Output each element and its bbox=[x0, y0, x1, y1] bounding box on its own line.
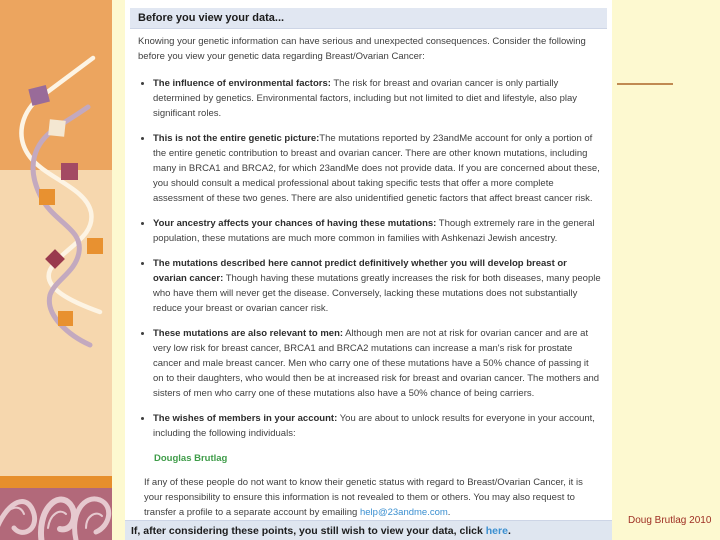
disclaimer-paragraph bbox=[144, 475, 601, 520]
disclaimer-period: . bbox=[447, 507, 451, 518]
bullet-lead: The influence of environmental factors: bbox=[153, 78, 331, 89]
bullet-lead: This is not the entire genetic picture: bbox=[153, 133, 320, 144]
dialog-title: Before you view your data... bbox=[138, 12, 285, 24]
email-link[interactable]: help@23andme.com bbox=[359, 507, 448, 518]
bullet-lead: These mutations are also relevant to men: bbox=[153, 328, 344, 339]
content-panel bbox=[125, 0, 612, 540]
footer-text: If, after considering these points, you still wish to view your data, click bbox=[131, 524, 483, 537]
right-margin bbox=[612, 0, 720, 540]
bullet-body: Although men are not at risk for ovarian cancer and are at very low risk for breast cancer, BRCA1 and BRCA2 mutations can increase a man's risk for prostate cancer and male breast cancer. Men who carry one of these mutations have a 50% chance of passing it on to their daughters, who would then be at increased risk for breast and ovarian cancer. The mothers and sisters of men who carry one of these mutations also have a 50% chance of being carriers. bbox=[153, 328, 600, 399]
credit-text: Doug Brutlag 2010 bbox=[628, 515, 712, 526]
bullet-item bbox=[153, 256, 601, 316]
yellow-strip bbox=[112, 0, 126, 540]
bullet-item bbox=[153, 216, 601, 246]
bullet-item bbox=[153, 76, 601, 121]
bullet-lead: The wishes of members in your account: bbox=[153, 413, 338, 424]
warning-list bbox=[138, 76, 601, 441]
dialog-body bbox=[138, 34, 601, 520]
disclaimer-text: If any of these people do not want to know their genetic status with regard to Breast/Ovarian Cancer, it is your responsibility to ensure this information is not revealed to them or others. You may also request to transfer a profile to a separate account by emailing bbox=[144, 477, 583, 518]
bullet-item bbox=[153, 131, 601, 206]
dialog-header bbox=[130, 8, 607, 29]
orange-divider-bar bbox=[0, 476, 112, 488]
dna-helix-art bbox=[0, 40, 112, 360]
bullet-item bbox=[153, 411, 601, 441]
bullet-body: You are about to unlock results for everyone in your account, including the following individuals: bbox=[153, 413, 595, 439]
bullet-lead: The mutations described here cannot predict definitively whether you will develop breast or ovarian cancer: bbox=[153, 258, 567, 284]
intro-paragraph: Knowing your genetic information can have serious and unexpected consequences. Consider the following before you view your genetic data regarding Breast/Ovarian Cancer: bbox=[138, 36, 586, 62]
view-data-here-link[interactable]: here bbox=[485, 524, 508, 537]
decorative-sidebar bbox=[0, 0, 112, 540]
bullet-item bbox=[153, 326, 601, 401]
bullet-body: Though extremely rare in the general population, these mutations are much more common in families with Ashkenazi Jewish ancestry. bbox=[153, 218, 595, 244]
tissue-pattern-art bbox=[0, 488, 112, 540]
bullet-body: The risk for breast and ovarian cancer is only partially determined by genetics. Environmental factors, including but not limited to diet and lifestyle, also play significant roles. bbox=[153, 78, 578, 119]
footer-period: . bbox=[507, 524, 511, 537]
member-name-link[interactable]: Douglas Brutlag bbox=[154, 453, 228, 464]
bullet-lead: Your ancestry affects your chances of having these mutations: bbox=[153, 218, 437, 229]
tan-rule-line bbox=[617, 83, 673, 85]
bullet-body: The mutations reported by 23andMe account for only a portion of the entire genetic contribution to breast and ovarian cancer. There are other known mutations, including many in BRCA1 and BRCA2, for which 23andMe does not provide data. If you are concerned about these, you should consult a medical professional about taking specific tests that offer a more complete assessment of these two genes. There are also unidentified genetic factors that affect breast cancer risk. bbox=[153, 133, 600, 204]
bullet-body: Though having these mutations greatly increases the risk for both diseases, many people who have them will never get the disease. Conversely, lacking these mutations does not substantially reduce your breast or ovarian cancer risk. bbox=[153, 273, 601, 314]
dialog-footer bbox=[125, 520, 612, 540]
